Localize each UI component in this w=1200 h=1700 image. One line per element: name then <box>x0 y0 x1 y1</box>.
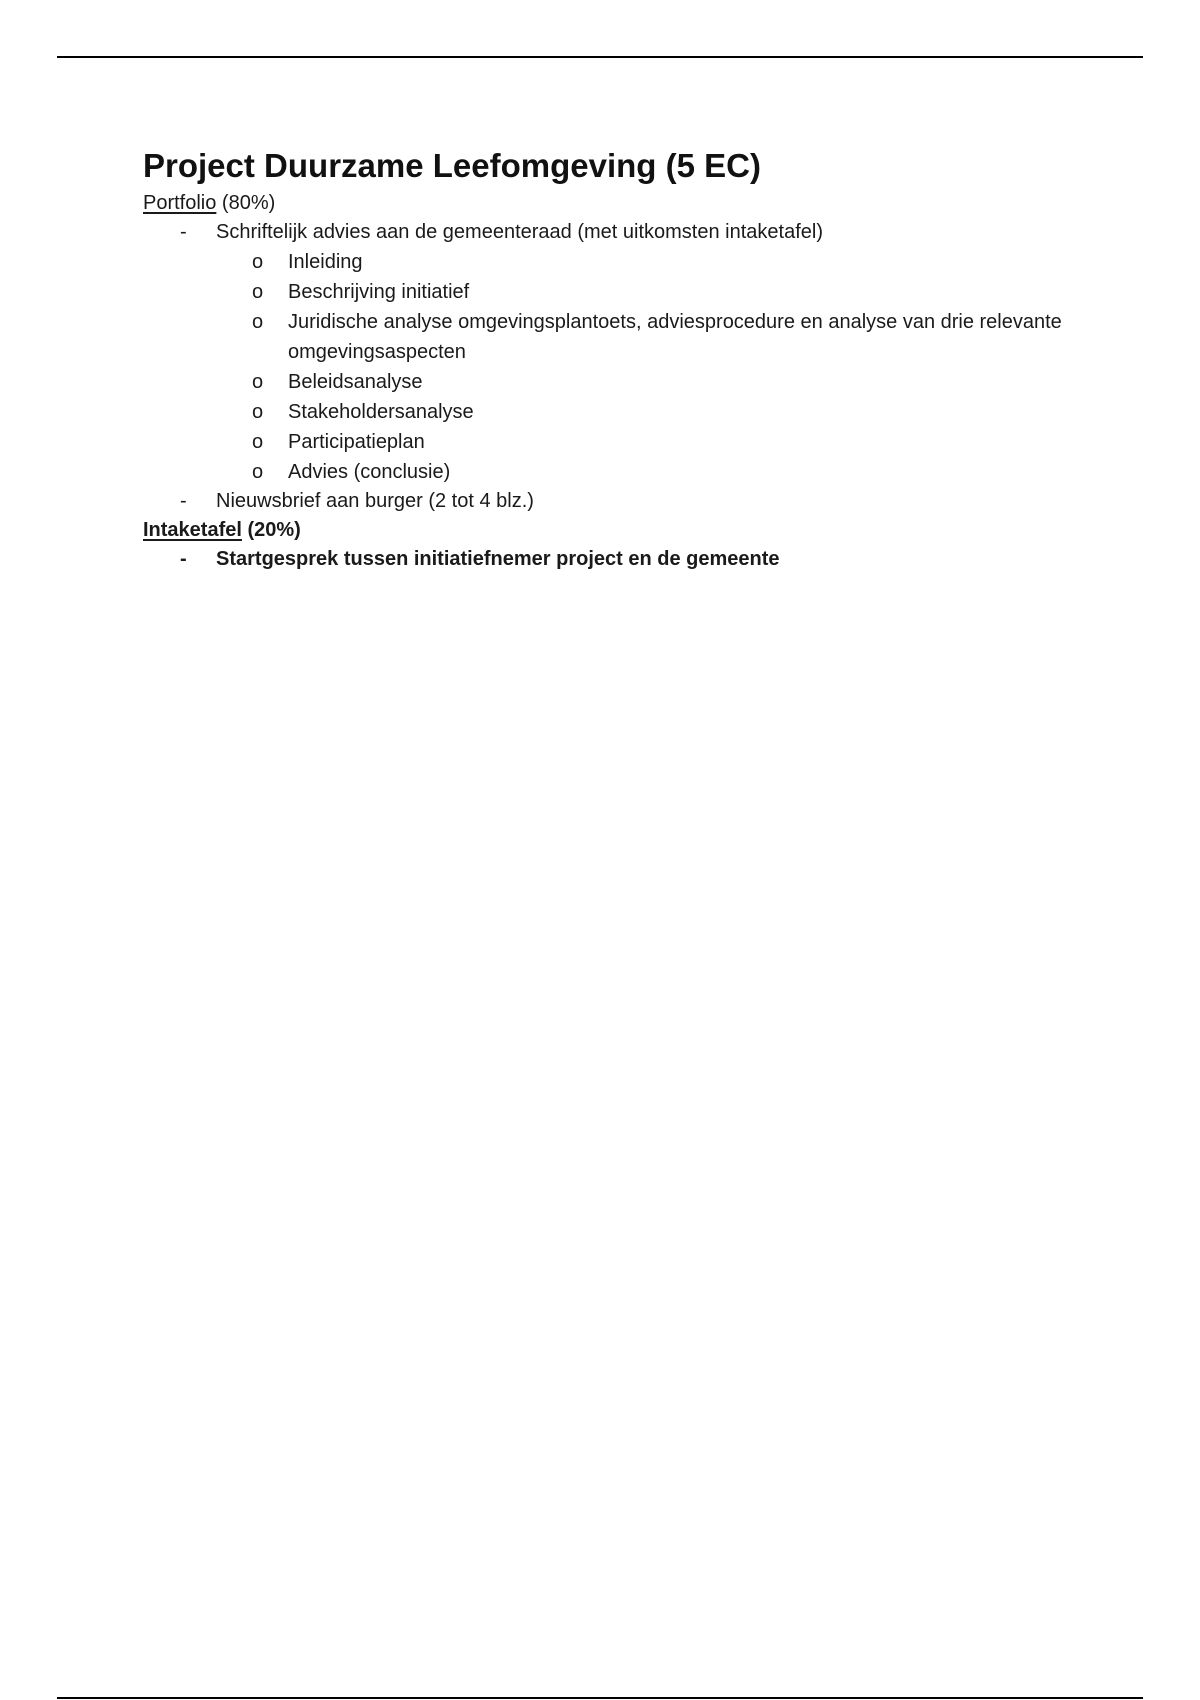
circle-bullet: o <box>252 311 264 333</box>
header-rule <box>57 56 1143 58</box>
sublist-item <box>143 307 1083 367</box>
list-item-text: Nieuwsbrief aan burger (2 tot 4 blz.) <box>216 490 534 512</box>
sublist-item-text: Participatieplan <box>288 431 425 453</box>
portfolio-list <box>143 218 1083 516</box>
portfolio-label: Portfolio <box>143 192 217 214</box>
dash-bullet: - <box>180 548 187 570</box>
sublist-item-text: Juridische analyse omgevingsplantoets, adviesprocedure en analyse van drie relevante omgevingsaspecten <box>288 311 1062 363</box>
list-item <box>143 487 1083 516</box>
sublist-item <box>143 397 1083 427</box>
intaketafel-list <box>143 545 1083 574</box>
intaketafel-label: Intaketafel <box>143 519 242 541</box>
dash-bullet: - <box>180 221 187 243</box>
advice-sublist <box>143 247 1083 487</box>
sublist-container <box>143 247 1083 487</box>
list-item-text: Schriftelijk advies aan de gemeenteraad (met uitkomsten intaketafel) <box>216 221 823 243</box>
sublist-item-text: Advies (conclusie) <box>288 461 451 483</box>
sublist-item <box>143 457 1083 487</box>
circle-bullet: o <box>252 251 264 273</box>
sublist-item-text: Stakeholdersanalyse <box>288 401 474 423</box>
sublist-item <box>143 277 1083 307</box>
circle-bullet: o <box>252 281 264 303</box>
intaketafel-heading <box>143 516 1083 545</box>
list-item-text: Startgesprek tussen initiatiefnemer project en de gemeente <box>216 548 780 570</box>
portfolio-heading <box>143 189 1083 218</box>
document-body <box>143 143 1083 574</box>
circle-bullet: o <box>252 401 264 423</box>
sublist-item <box>143 427 1083 457</box>
portfolio-weight: (80%) <box>216 192 276 214</box>
circle-bullet: o <box>252 371 264 393</box>
sublist-item <box>143 247 1083 277</box>
circle-bullet: o <box>252 461 264 483</box>
footer-rule <box>57 1697 1143 1699</box>
list-item <box>143 545 1083 574</box>
sublist-item-text: Inleiding <box>288 251 363 273</box>
circle-bullet: o <box>252 431 264 453</box>
document-title: Project Duurzame Leefomgeving (5 EC) <box>143 147 761 184</box>
sublist-item-text: Beleidsanalyse <box>288 371 423 393</box>
sublist-item <box>143 367 1083 397</box>
dash-bullet: - <box>180 490 187 512</box>
sublist-item-text: Beschrijving initiatief <box>288 281 470 303</box>
intaketafel-weight: (20%) <box>241 519 301 541</box>
list-item <box>143 218 1083 247</box>
